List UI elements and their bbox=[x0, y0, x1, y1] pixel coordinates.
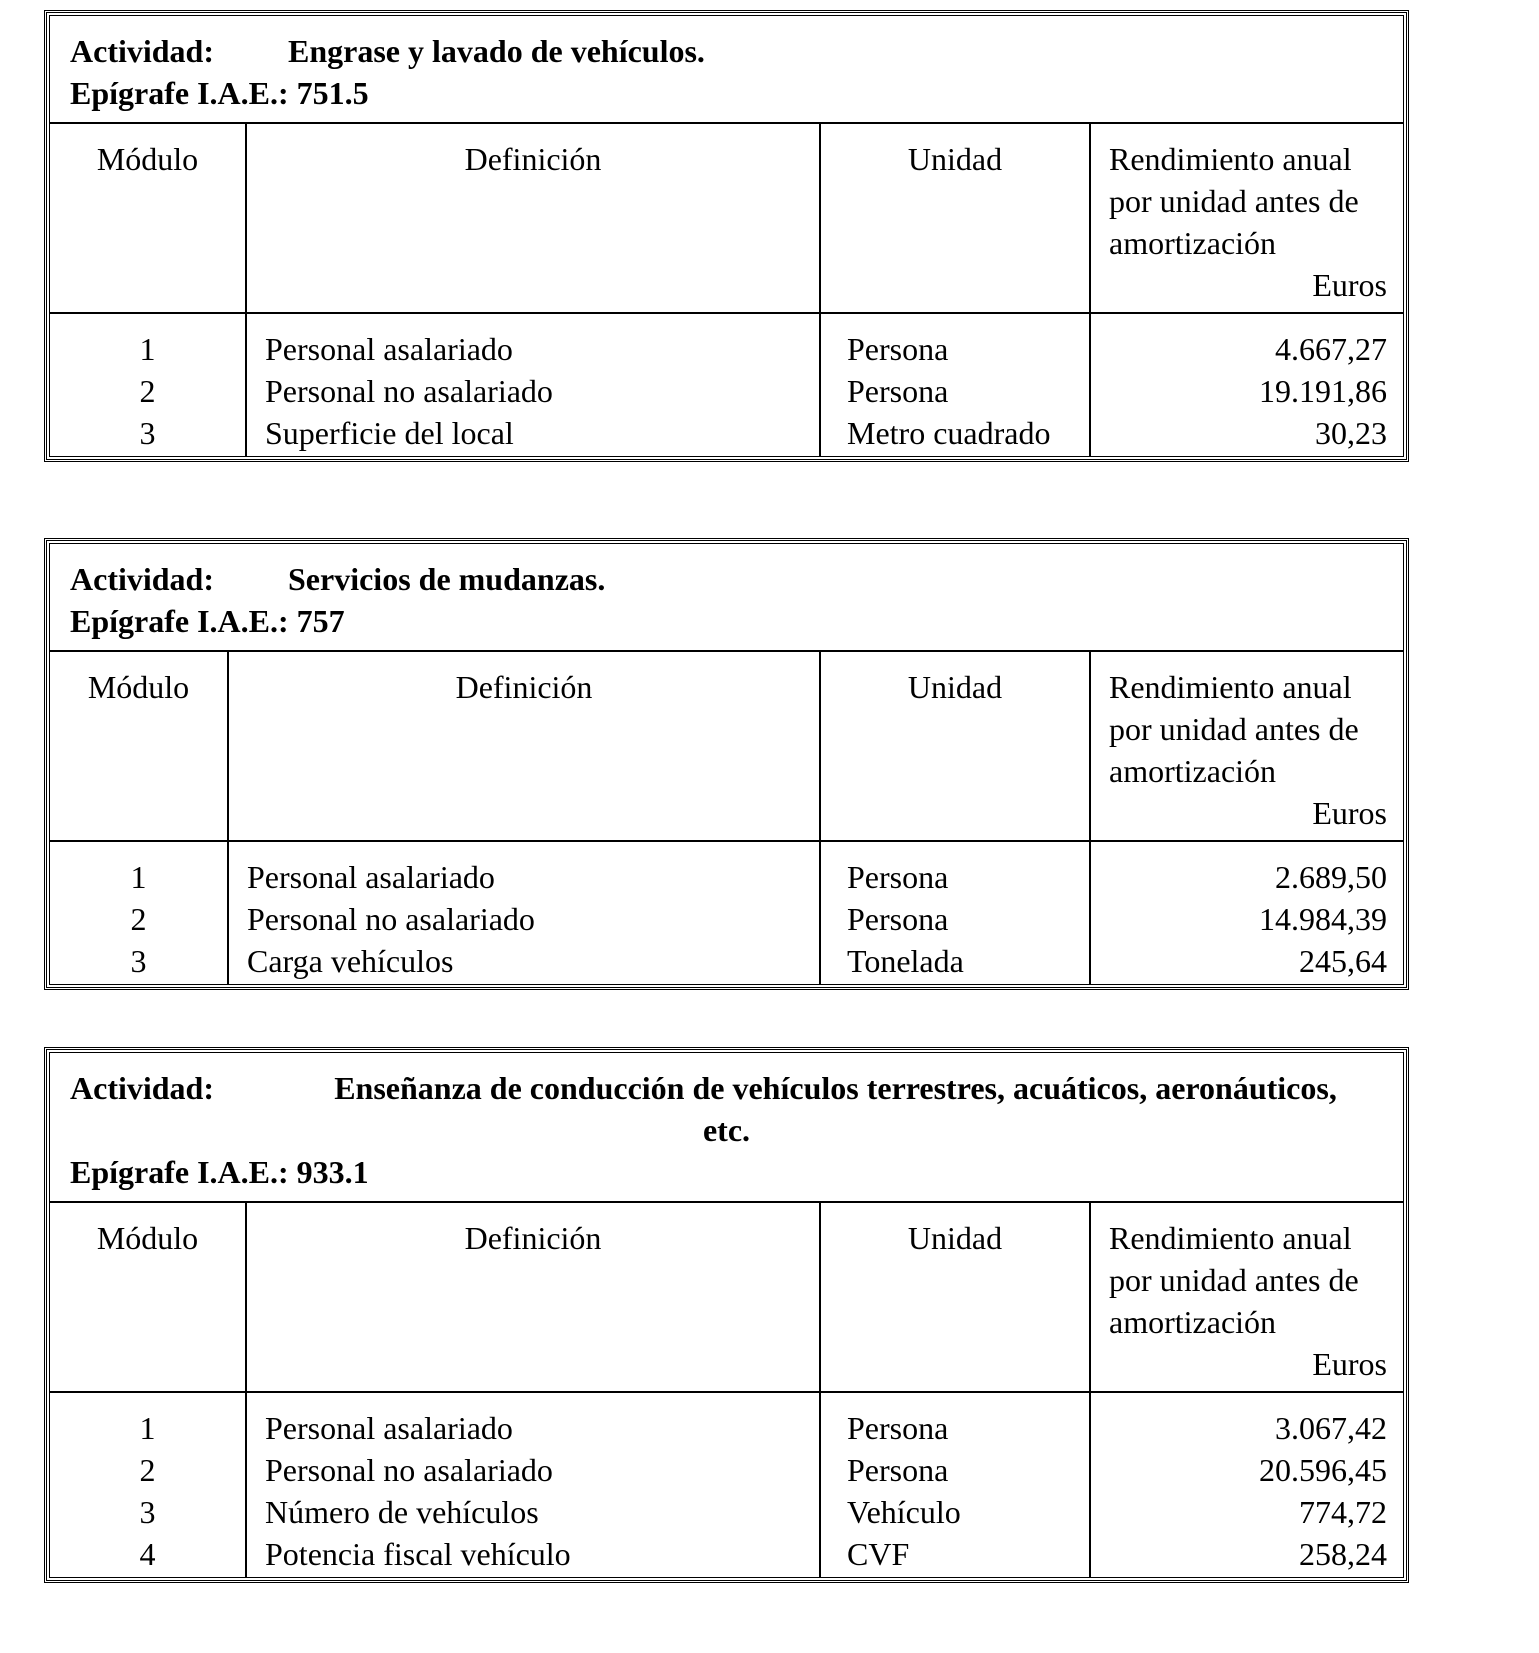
col-unidad bbox=[820, 841, 1090, 984]
modules-table bbox=[50, 124, 1403, 456]
valor-cell: 245,64 bbox=[1299, 943, 1387, 979]
activity-label: Actividad: bbox=[70, 561, 214, 597]
activity-name: Servicios de mudanzas. bbox=[288, 561, 606, 597]
activity-table-2 bbox=[44, 538, 1409, 990]
definicion-cell: Personal no asalariado bbox=[265, 373, 553, 409]
definicion-cell: Superficie del local bbox=[265, 415, 514, 451]
valor-cell: 3.067,42 bbox=[1275, 1410, 1387, 1446]
unidad-cell: CVF bbox=[847, 1536, 910, 1572]
modules-table bbox=[50, 652, 1403, 984]
header-rendimiento-line1: Rendimiento anual bbox=[1109, 669, 1352, 705]
activity-table-3 bbox=[44, 1047, 1409, 1583]
modules-table bbox=[50, 1203, 1403, 1577]
header-modulo: Módulo bbox=[50, 1203, 246, 1392]
col-definicion bbox=[228, 841, 820, 984]
epigrafe: Epígrafe I.A.E.: 751.5 bbox=[70, 75, 369, 111]
valor-cell: 30,23 bbox=[1315, 415, 1387, 451]
activity-name: Enseñanza de conducción de vehículos terrestres, acuáticos, aeronáuticos, bbox=[334, 1070, 1337, 1106]
definicion-cell: Potencia fiscal vehículo bbox=[265, 1536, 571, 1572]
modulo-cell: 3 bbox=[130, 943, 147, 979]
modulo-cell: 2 bbox=[130, 901, 147, 937]
activity-header bbox=[50, 544, 1403, 652]
definicion-cell: Personal no asalariado bbox=[247, 901, 535, 937]
unidad-cell: Vehículo bbox=[847, 1494, 961, 1530]
modulo-cell: 2 bbox=[139, 1452, 156, 1488]
activity-label: Actividad: bbox=[70, 1070, 214, 1106]
activity-header bbox=[50, 16, 1403, 124]
header-rendimiento-line1: Rendimiento anual bbox=[1109, 1220, 1352, 1256]
header-rendimiento-line3: amortización bbox=[1109, 753, 1277, 789]
unidad-cell: Metro cuadrado bbox=[847, 415, 1051, 451]
activity-name-continuation: etc. bbox=[702, 1112, 751, 1148]
header-rendimiento bbox=[1090, 1203, 1403, 1392]
header-definicion: Definición bbox=[246, 124, 820, 313]
header-modulo: Módulo bbox=[50, 124, 246, 313]
unidad-cell: Persona bbox=[847, 901, 949, 937]
activity-label: Actividad: bbox=[70, 33, 214, 69]
modulo-cell: 2 bbox=[139, 373, 156, 409]
header-unidad: Unidad bbox=[820, 1203, 1090, 1392]
header-row bbox=[50, 124, 1403, 313]
col-modulo bbox=[50, 841, 228, 984]
definicion-cell: Personal asalariado bbox=[265, 331, 513, 367]
col-definicion bbox=[246, 1392, 820, 1577]
definicion-cell: Número de vehículos bbox=[265, 1494, 539, 1530]
activity-name: Engrase y lavado de vehículos. bbox=[288, 33, 705, 69]
definicion-cell: Carga vehículos bbox=[247, 943, 454, 979]
definicion-cell: Personal asalariado bbox=[265, 1410, 513, 1446]
header-definicion: Definición bbox=[246, 1203, 820, 1392]
unidad-cell: Persona bbox=[847, 1410, 949, 1446]
table-body bbox=[50, 313, 1403, 456]
col-valor bbox=[1090, 1392, 1403, 1577]
modulo-cell: 3 bbox=[139, 1494, 156, 1530]
header-rendimiento bbox=[1090, 652, 1403, 841]
valor-cell: 20.596,45 bbox=[1259, 1452, 1387, 1488]
header-rendimiento-line3: amortización bbox=[1109, 1304, 1277, 1340]
valor-cell: 774,72 bbox=[1299, 1494, 1387, 1530]
col-unidad bbox=[820, 313, 1090, 456]
definicion-cell: Personal no asalariado bbox=[265, 1452, 553, 1488]
header-unidad: Unidad bbox=[820, 652, 1090, 841]
modulo-cell: 1 bbox=[139, 1410, 156, 1446]
modulo-cell: 3 bbox=[139, 415, 156, 451]
epigrafe: Epígrafe I.A.E.: 757 bbox=[70, 603, 345, 639]
header-euros: Euros bbox=[1312, 1346, 1387, 1382]
modulo-cell: 1 bbox=[130, 859, 147, 895]
table-body bbox=[50, 1392, 1403, 1577]
valor-cell: 14.984,39 bbox=[1259, 901, 1387, 937]
header-rendimiento-line2: por unidad antes de bbox=[1109, 711, 1359, 747]
epigrafe: Epígrafe I.A.E.: 933.1 bbox=[70, 1154, 369, 1190]
valor-cell: 4.667,27 bbox=[1275, 331, 1387, 367]
header-row bbox=[50, 1203, 1403, 1392]
valor-cell: 2.689,50 bbox=[1275, 859, 1387, 895]
header-row bbox=[50, 652, 1403, 841]
modulo-cell: 4 bbox=[139, 1536, 156, 1572]
header-unidad: Unidad bbox=[820, 124, 1090, 313]
header-euros: Euros bbox=[1312, 795, 1387, 831]
activity-table-1 bbox=[44, 10, 1409, 462]
col-valor bbox=[1090, 313, 1403, 456]
modulo-cell: 1 bbox=[139, 331, 156, 367]
unidad-cell: Tonelada bbox=[847, 943, 964, 979]
header-rendimiento-line3: amortización bbox=[1109, 225, 1277, 261]
header-rendimiento bbox=[1090, 124, 1403, 313]
table-body bbox=[50, 841, 1403, 984]
header-rendimiento-line2: por unidad antes de bbox=[1109, 1262, 1359, 1298]
col-definicion bbox=[246, 313, 820, 456]
header-rendimiento-line1: Rendimiento anual bbox=[1109, 141, 1352, 177]
activity-header bbox=[50, 1053, 1403, 1203]
unidad-cell: Persona bbox=[847, 331, 949, 367]
unidad-cell: Persona bbox=[847, 373, 949, 409]
col-valor bbox=[1090, 841, 1403, 984]
unidad-cell: Persona bbox=[847, 859, 949, 895]
col-modulo bbox=[50, 1392, 246, 1577]
valor-cell: 19.191,86 bbox=[1259, 373, 1387, 409]
col-unidad bbox=[820, 1392, 1090, 1577]
header-modulo: Módulo bbox=[50, 652, 228, 841]
header-rendimiento-line2: por unidad antes de bbox=[1109, 183, 1359, 219]
definicion-cell: Personal asalariado bbox=[247, 859, 495, 895]
col-modulo bbox=[50, 313, 246, 456]
valor-cell: 258,24 bbox=[1299, 1536, 1387, 1572]
unidad-cell: Persona bbox=[847, 1452, 949, 1488]
header-euros: Euros bbox=[1312, 267, 1387, 303]
header-definicion: Definición bbox=[228, 652, 820, 841]
